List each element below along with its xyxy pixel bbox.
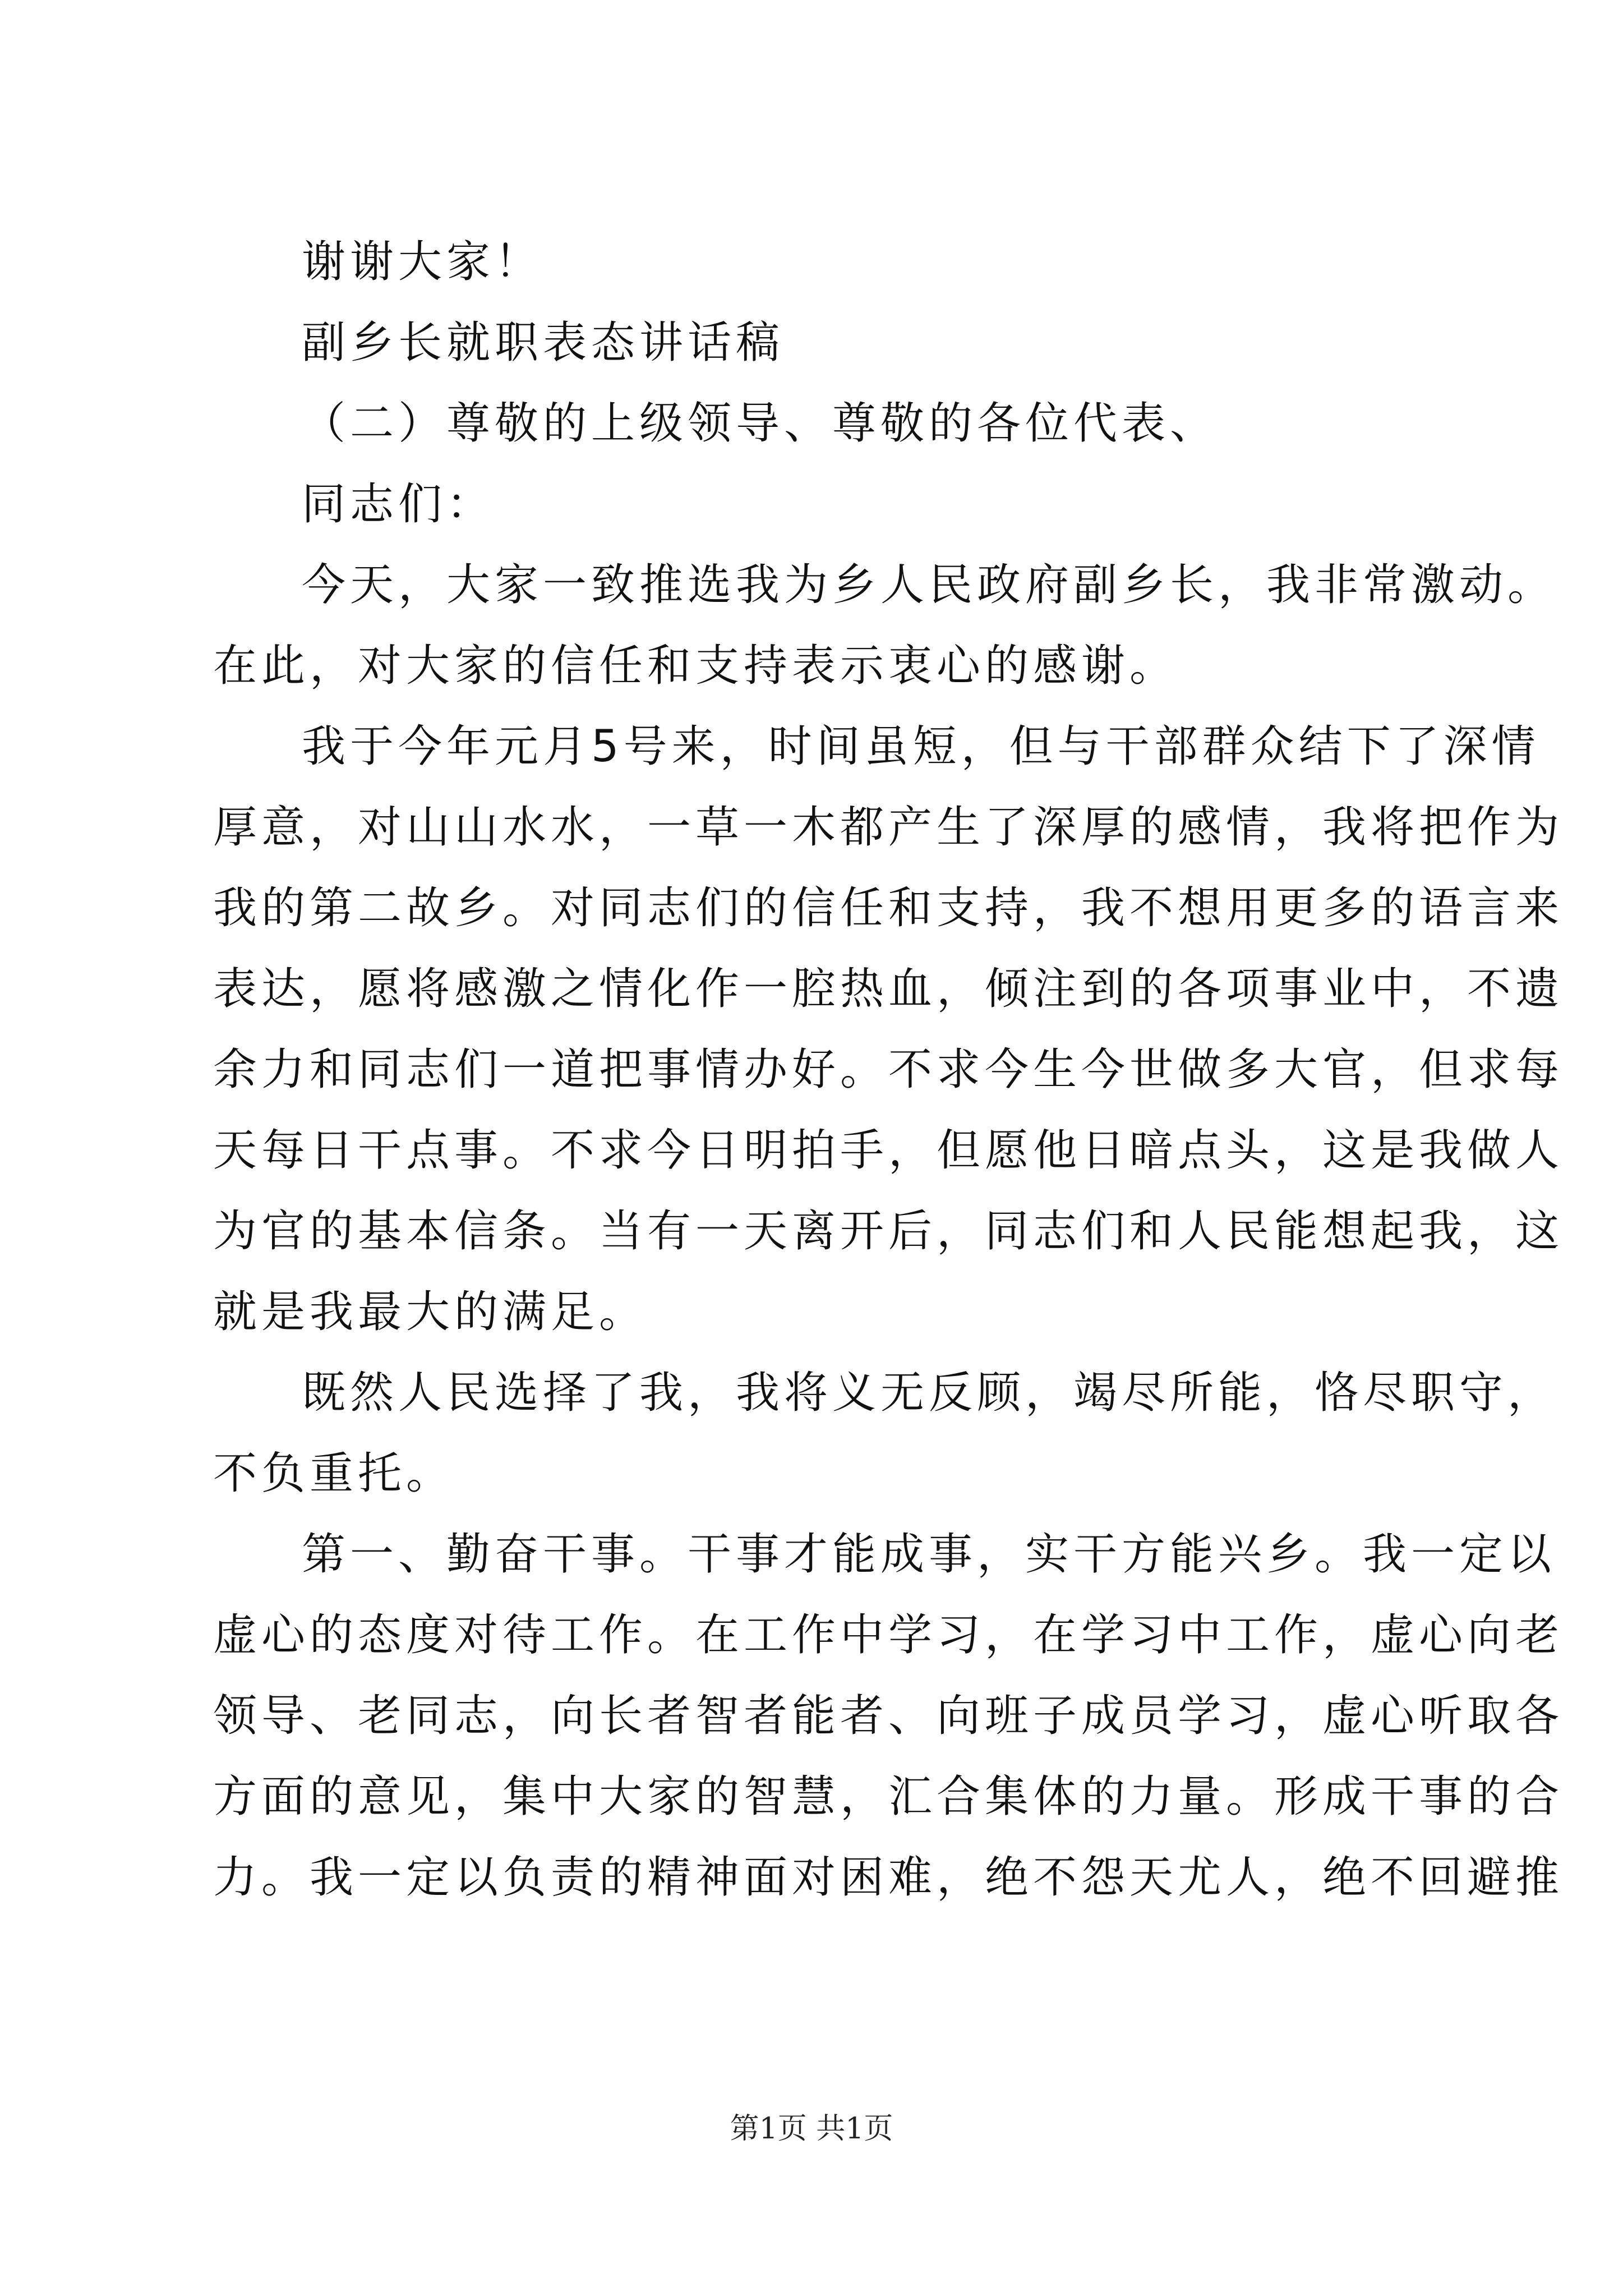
salutation-line: 同志们： [302,479,495,530]
paragraph-line: 虚心的态度对待工作。在工作中学习，在学习中工作，虚心向老 [213,1610,1564,1660]
paragraph-line: 我的第二故乡。对同志们的信任和支持，我不想用更多的语言来 [213,883,1564,933]
paragraph-line: 就是我最大的满足。 [213,1287,648,1337]
paragraph-line: 领导、老同志，向长者智者能者、向班子成员学习，虚心听取各 [213,1691,1564,1741]
paragraph-line: 不负重托。 [213,1448,455,1499]
paragraph-line: 厚意，对山山水水，一草一木都产生了深厚的感情，我将把作为 [213,802,1564,853]
paragraph-line: 方面的意见，集中大家的智慧，汇合集体的力量。形成干事的合 [213,1772,1564,1822]
paragraph-line: 我于今年元月5号来，时间虽短，但与干部群众结下了深情 [302,721,1540,772]
paragraph-line: 在此，对大家的信任和支持表示衷心的感谢。 [213,641,1178,691]
paragraph-line: 力。我一定以负责的精神面对困难，绝不怨天尤人，绝不回避推 [213,1852,1564,1903]
text-line: 谢谢大家！ [302,237,543,287]
paragraph-line: 既然人民选择了我，我将义无反顾，竭尽所能，恪尽职守， [302,1368,1556,1418]
page-footer [0,2106,1623,2151]
paragraph-line: 表达，愿将感激之情化作一腔热血，倾注到的各项事业中，不遗 [213,964,1564,1014]
document-title: 副乡长就职表态讲话稿 [302,318,785,368]
paragraph-line: 今天，大家一致推选我为乡人民政府副乡长，我非常激动。 [302,560,1556,610]
paragraph-line: 余力和同志们一道把事情办好。不求今生今世做多大官，但求每 [213,1045,1564,1095]
document-body [213,222,1564,1918]
paragraph-line: 天每日干点事。不求今日明拍手，但愿他日暗点头，这是我做人 [213,1125,1564,1176]
page-number: 第1页 共1页 [730,2112,893,2146]
paragraph-line: 为官的基本信条。当有一天离开后，同志们和人民能想起我，这 [213,1206,1564,1257]
paragraph-line: 第一、勤奋干事。干事才能成事，实干方能兴乡。我一定以 [302,1529,1556,1580]
salutation-line: （二）尊敬的上级领导、尊敬的各位代表、 [302,398,1219,449]
